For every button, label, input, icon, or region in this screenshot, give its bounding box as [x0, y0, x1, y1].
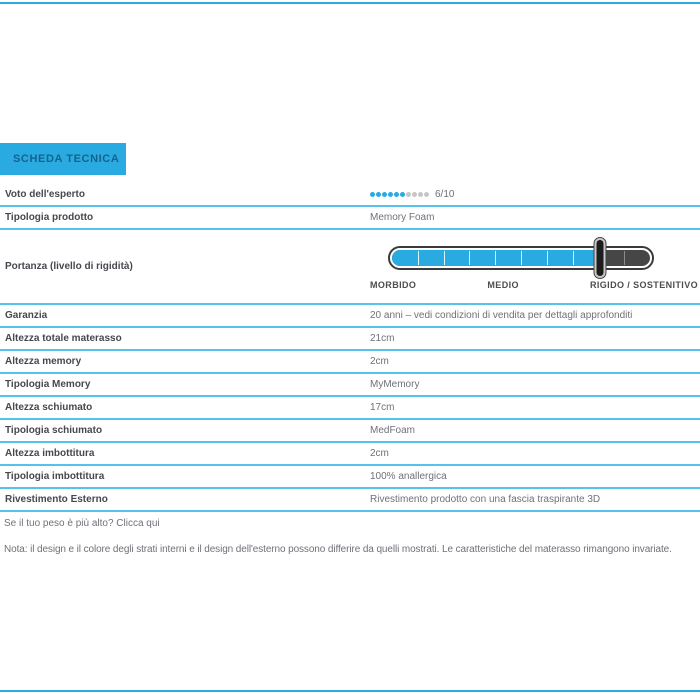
row-value: 21cm: [370, 333, 395, 344]
rating-score: 6/10: [435, 189, 455, 200]
table-row-tipologia-imbottitura: [0, 466, 700, 489]
row-label: Voto dell'esperto: [5, 189, 85, 200]
table-row-voto: [0, 184, 700, 207]
spec-table: [0, 184, 700, 512]
row-label: Altezza totale materasso: [5, 333, 122, 344]
slider-track: [388, 246, 654, 270]
table-row-altezza-totale: [0, 328, 700, 351]
row-value: 20 anni – vedi condizioni di vendita per dettagli approfonditi: [370, 310, 633, 321]
table-row-altezza-memory: [0, 351, 700, 374]
rating-dots: [370, 192, 430, 197]
slider-ticks: [392, 250, 650, 266]
row-value: 2cm: [370, 448, 389, 459]
row-value: Memory Foam: [370, 212, 435, 223]
section-title: SCHEDA TECNICA: [13, 153, 120, 165]
table-row-tipologia-prodotto: [0, 207, 700, 230]
row-label: Altezza imbottitura: [5, 448, 95, 459]
row-label: Tipologia Memory: [5, 379, 91, 390]
table-row-portanza: [0, 230, 700, 305]
row-label: Rivestimento Esterno: [5, 494, 108, 505]
section-header: [0, 143, 126, 175]
bottom-divider: [0, 690, 700, 692]
slider-label-rigido: RIGIDO / SOSTENITIVO: [589, 280, 698, 290]
row-value: [364, 189, 700, 200]
row-value: Rivestimento prodotto con una fascia traspirante 3D: [370, 494, 601, 505]
slider-handle[interactable]: [594, 238, 605, 278]
row-value: 100% anallergica: [370, 471, 447, 482]
slider-labels: [370, 280, 698, 290]
row-value: 2cm: [370, 356, 389, 367]
row-value: MedFoam: [370, 425, 416, 436]
row-label: Altezza memory: [5, 356, 82, 367]
weight-question-link[interactable]: Se il tuo peso è più alto? Clicca qui: [4, 518, 160, 529]
row-label: Portanza (livello di rigidità): [5, 261, 133, 272]
note-text: Nota: il design e il colore degli strati interni e il design dell'esterno possono differire da quelli mostrati. Le caratteristiche del materasso rimangono invariate.: [4, 544, 672, 555]
table-row-rivestimento: [0, 489, 700, 512]
footer-notes: [0, 518, 700, 556]
table-row-garanzia: [0, 305, 700, 328]
row-label: Tipologia imbottitura: [5, 471, 105, 482]
top-divider: [0, 2, 700, 4]
table-row-altezza-schiumato: [0, 397, 700, 420]
slider-label-morbido: MORBIDO: [370, 280, 417, 290]
firmness-slider: [370, 230, 698, 290]
table-row-tipologia-memory: [0, 374, 700, 397]
row-label: Tipologia schiumato: [5, 425, 103, 436]
row-value: [364, 230, 700, 303]
table-row-tipologia-schiumato: [0, 420, 700, 443]
row-value: 17cm: [370, 402, 395, 413]
row-value: MyMemory: [370, 379, 420, 390]
table-row-altezza-imbottitura: [0, 443, 700, 466]
row-label: Altezza schiumato: [5, 402, 93, 413]
slider-label-medio: MEDIO: [487, 280, 519, 290]
row-label: Tipologia prodotto: [5, 212, 94, 223]
row-label: Garanzia: [5, 310, 48, 321]
